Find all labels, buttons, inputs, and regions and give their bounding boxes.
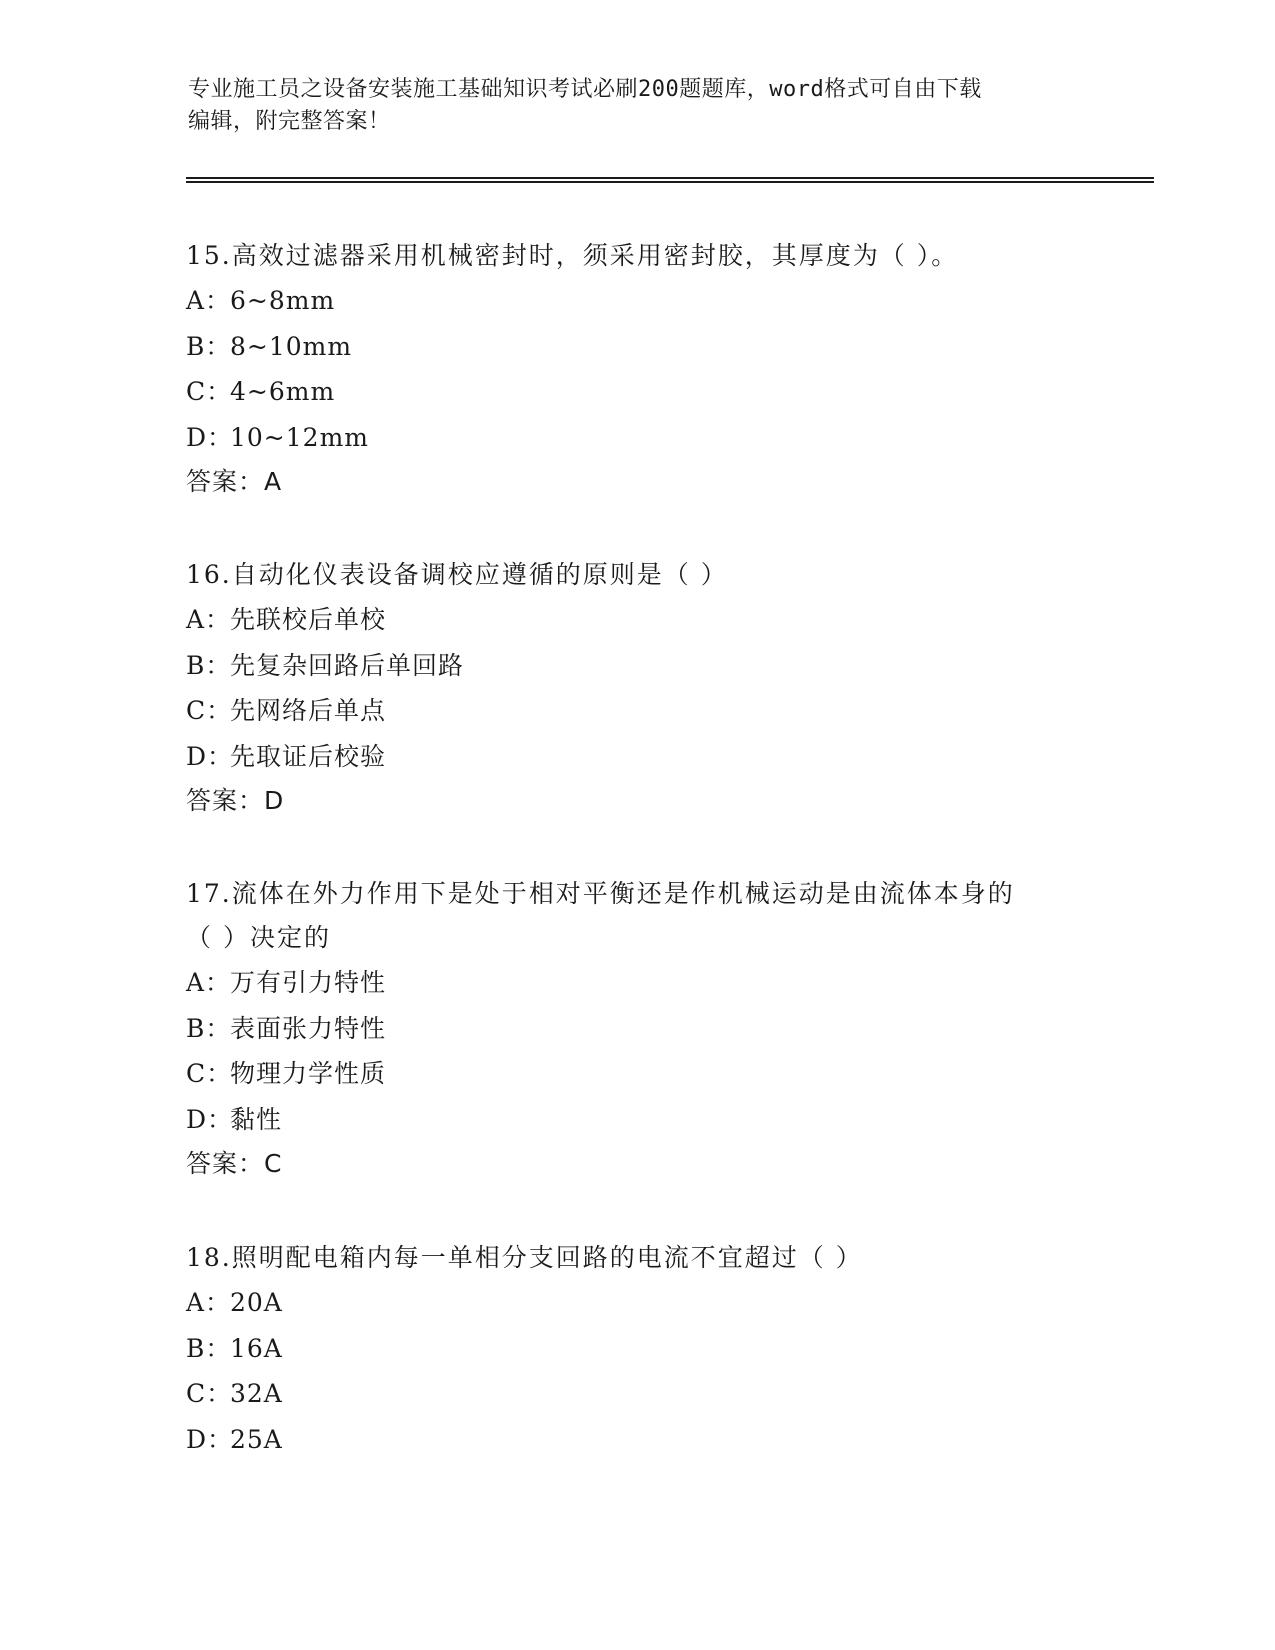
document-header — [188, 74, 1088, 138]
option-letter: C： — [186, 696, 233, 725]
option-text: 表面张力特性 — [230, 1013, 387, 1043]
question-17 — [186, 872, 1186, 1186]
question-15 — [186, 234, 1186, 504]
question-stem: 16.自动化仪表设备调校应遵循的原则是（ ） — [186, 560, 728, 589]
option-text: 25A — [230, 1424, 283, 1454]
option-c — [186, 1371, 1186, 1417]
option-text: 4~6mm — [230, 377, 336, 406]
header-line-1: 专业施工员之设备安装施工基础知识考试必刷200题题库，word格式可自由下载 — [188, 77, 982, 102]
option-b — [186, 324, 1186, 370]
option-text: 8~10mm — [230, 331, 353, 361]
option-letter: A： — [186, 1288, 232, 1317]
option-c — [186, 369, 1186, 415]
option-text: 先复杂回路后单回路 — [230, 650, 465, 680]
option-d — [186, 1417, 1186, 1463]
option-d — [186, 1097, 1186, 1143]
option-letter: D： — [186, 1104, 234, 1134]
option-text: 6~8mm — [230, 286, 336, 315]
option-letter: B： — [186, 650, 232, 680]
option-text: 16A — [230, 1333, 283, 1363]
option-c — [186, 1051, 1186, 1097]
option-letter: B： — [186, 331, 232, 361]
header-divider-top — [186, 177, 1154, 179]
option-letter: A： — [186, 605, 232, 634]
option-d — [186, 415, 1186, 461]
option-text: 10~12mm — [230, 422, 369, 452]
option-letter: C： — [186, 1059, 233, 1088]
option-d — [186, 734, 1186, 780]
option-letter: B： — [186, 1013, 232, 1043]
answer-line: 答案：D — [186, 786, 285, 815]
question-16 — [186, 553, 1186, 823]
option-b — [186, 1326, 1186, 1372]
option-text: 20A — [230, 1288, 283, 1317]
option-text: 32A — [230, 1379, 283, 1408]
option-a — [186, 597, 1186, 643]
question-stem-continued: （ ）决定的 — [186, 923, 331, 952]
question-stem: 17.流体在外力作用下是处于相对平衡还是作机械运动是由流体本身的 — [186, 879, 1015, 908]
option-letter: D： — [186, 1424, 234, 1454]
answer-line: 答案：C — [186, 1149, 283, 1178]
option-b — [186, 1006, 1186, 1052]
header-line-2: 编辑，附完整答案！ — [188, 109, 391, 134]
option-letter: A： — [186, 286, 232, 315]
option-b — [186, 643, 1186, 689]
option-text: 先取证后校验 — [230, 741, 387, 771]
option-text: 先网络后单点 — [230, 696, 387, 725]
option-text: 物理力学性质 — [230, 1059, 387, 1088]
option-letter: D： — [186, 741, 234, 771]
option-c — [186, 688, 1186, 734]
option-a — [186, 960, 1186, 1006]
question-18 — [186, 1236, 1186, 1462]
option-letter: C： — [186, 1379, 233, 1408]
header-divider-bottom — [186, 181, 1154, 183]
option-text: 万有引力特性 — [230, 968, 387, 997]
answer-line: 答案：A — [186, 467, 283, 496]
option-letter: B： — [186, 1333, 232, 1363]
option-text: 黏性 — [230, 1104, 283, 1134]
question-stem: 18.照明配电箱内每一单相分支回路的电流不宜超过（ ） — [186, 1243, 863, 1272]
option-a — [186, 1280, 1186, 1326]
option-a — [186, 278, 1186, 324]
question-stem: 15.高效过滤器采用机械密封时，须采用密封胶，其厚度为（ ）。 — [186, 241, 959, 270]
option-letter: C： — [186, 377, 233, 406]
option-letter: D： — [186, 422, 234, 452]
option-letter: A： — [186, 968, 232, 997]
option-text: 先联校后单校 — [230, 605, 387, 634]
